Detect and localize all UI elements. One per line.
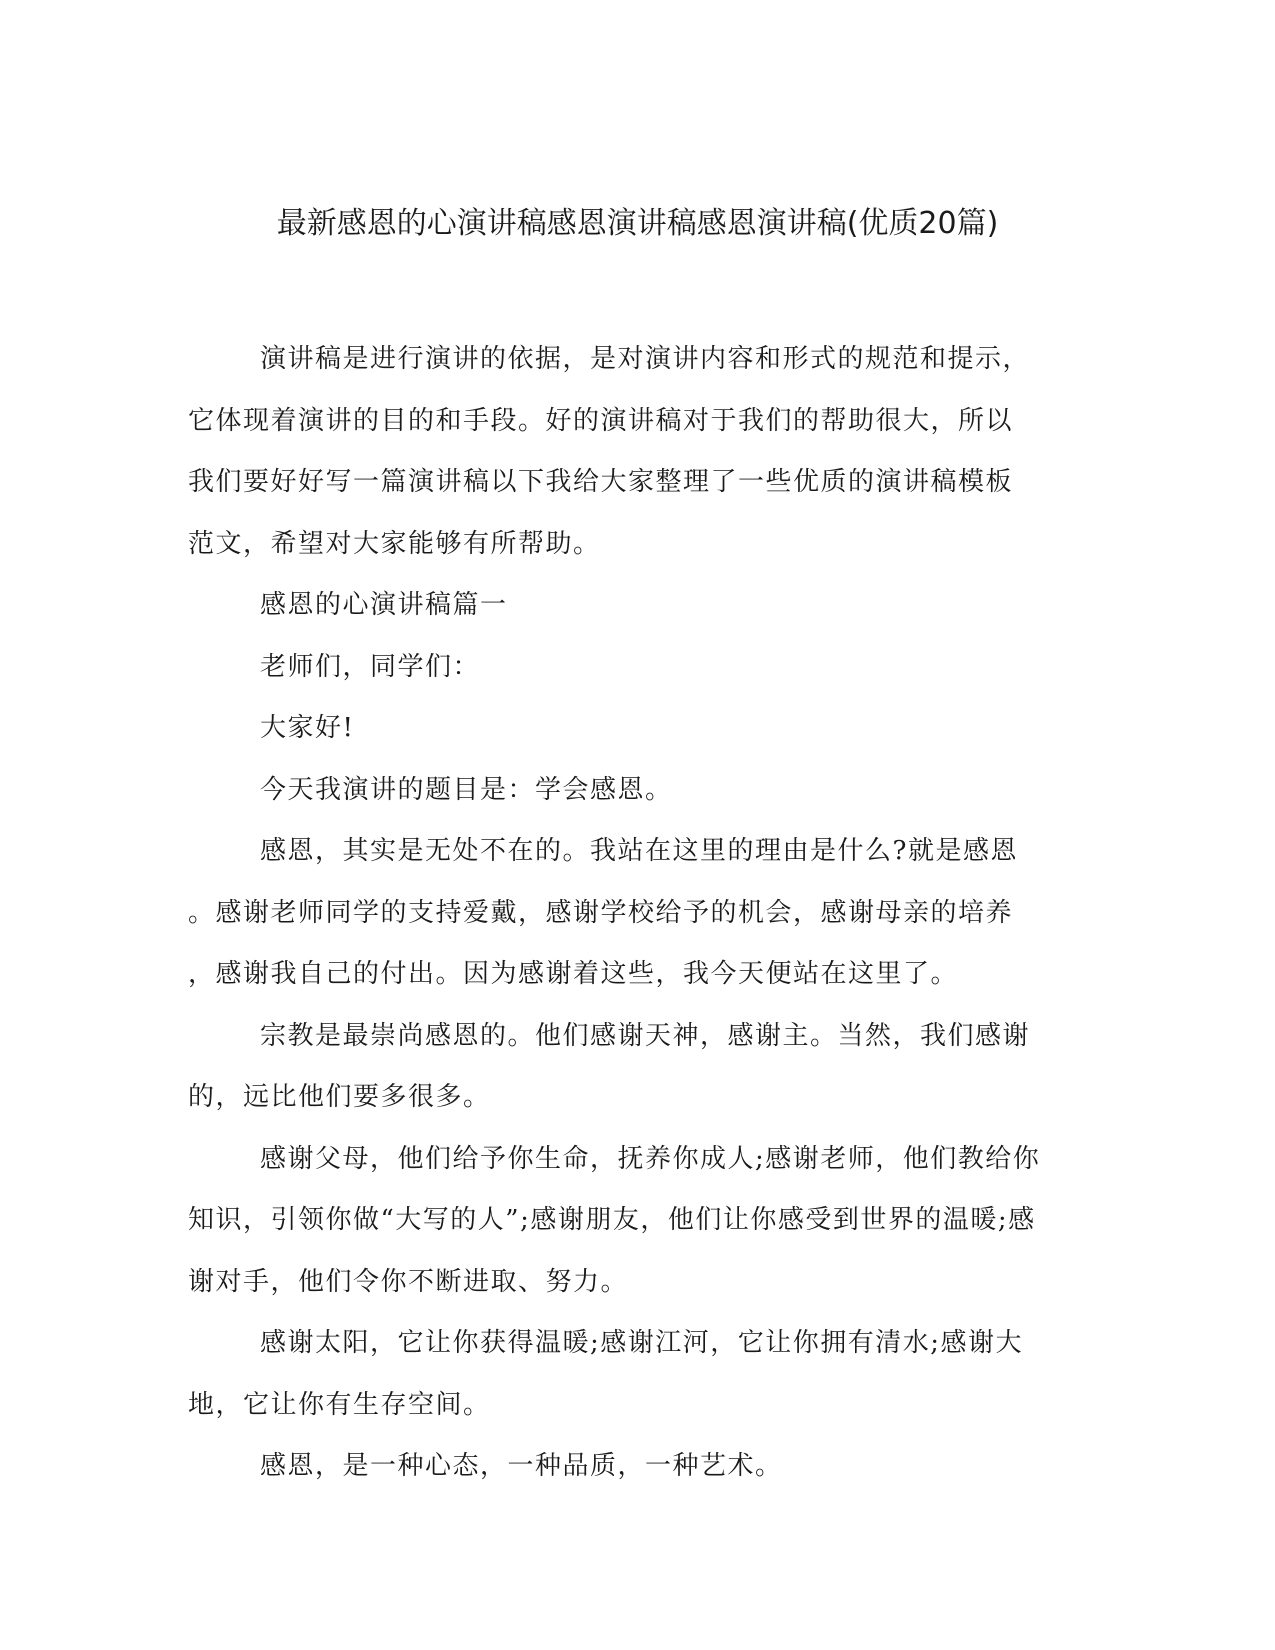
paragraph-line: ，感谢我自己的付出。因为感谢着这些，我今天便站在这里了。 — [188, 959, 959, 989]
paragraph-line: 大家好! — [260, 713, 355, 743]
greeting — [188, 698, 1088, 760]
paragraph-line: 我们要好好写一篇演讲稿以下我给大家整理了一些优质的演讲稿模板 — [188, 467, 1014, 497]
paragraph-line: 感谢父母，他们给予你生命，抚养你成人;感谢老师，他们教给你 — [260, 1143, 1041, 1174]
paragraph-religion — [188, 1006, 1088, 1129]
paragraph-line: 地，它让你有生存空间。 — [188, 1389, 491, 1420]
paragraph-line: 感恩的心演讲稿篇一 — [260, 590, 508, 620]
document-title: 最新感恩的心演讲稿感恩演讲稿感恩演讲稿(优质20篇) — [276, 206, 999, 241]
paragraph-line: 老师们，同学们： — [260, 651, 481, 682]
speech-topic — [188, 760, 1088, 822]
paragraph-line: 今天我演讲的题目是：学会感恩。 — [260, 774, 673, 805]
paragraph-line: 它体现着演讲的目的和手段。好的演讲稿对于我们的帮助很大，所以 — [188, 405, 1014, 436]
paragraph-line: 感恩，其实是无处不在的。我站在这里的理由是什么?就是感恩 — [260, 836, 1018, 866]
paragraph-thanks-nature — [188, 1313, 1088, 1436]
paragraph-line: 演讲稿是进行演讲的依据，是对演讲内容和形式的规范和提示， — [260, 344, 1031, 374]
section-heading — [188, 575, 1088, 637]
paragraph-thanks-people — [188, 1129, 1088, 1314]
paragraph-line: 宗教是最崇尚感恩的。他们感谢天神，感谢主。当然，我们感谢 — [260, 1020, 1031, 1051]
paragraph-gratitude — [188, 821, 1088, 1006]
paragraph-line: 感恩，是一种心态，一种品质，一种艺术。 — [260, 1451, 783, 1481]
paragraph-line: 感谢太阳，它让你获得温暖;感谢江河，它让你拥有清水;感谢大 — [260, 1328, 1024, 1358]
paragraph-line: 知识，引领你做“大写的人”;感谢朋友，他们让你感受到世界的温暖;感 — [188, 1205, 1036, 1235]
paragraph-line: 的，远比他们要多很多。 — [188, 1082, 491, 1112]
document-body — [188, 329, 1088, 1498]
paragraph-intro — [188, 329, 1088, 575]
paragraph-conclusion — [188, 1436, 1088, 1498]
salutation — [188, 637, 1088, 699]
paragraph-line: 谢对手，他们令你不断进取、努力。 — [188, 1266, 629, 1297]
paragraph-line: 范文，希望对大家能够有所帮助。 — [188, 528, 601, 559]
paragraph-line: 。感谢老师同学的支持爱戴，感谢学校给予的机会，感谢母亲的培养 — [188, 897, 1014, 928]
